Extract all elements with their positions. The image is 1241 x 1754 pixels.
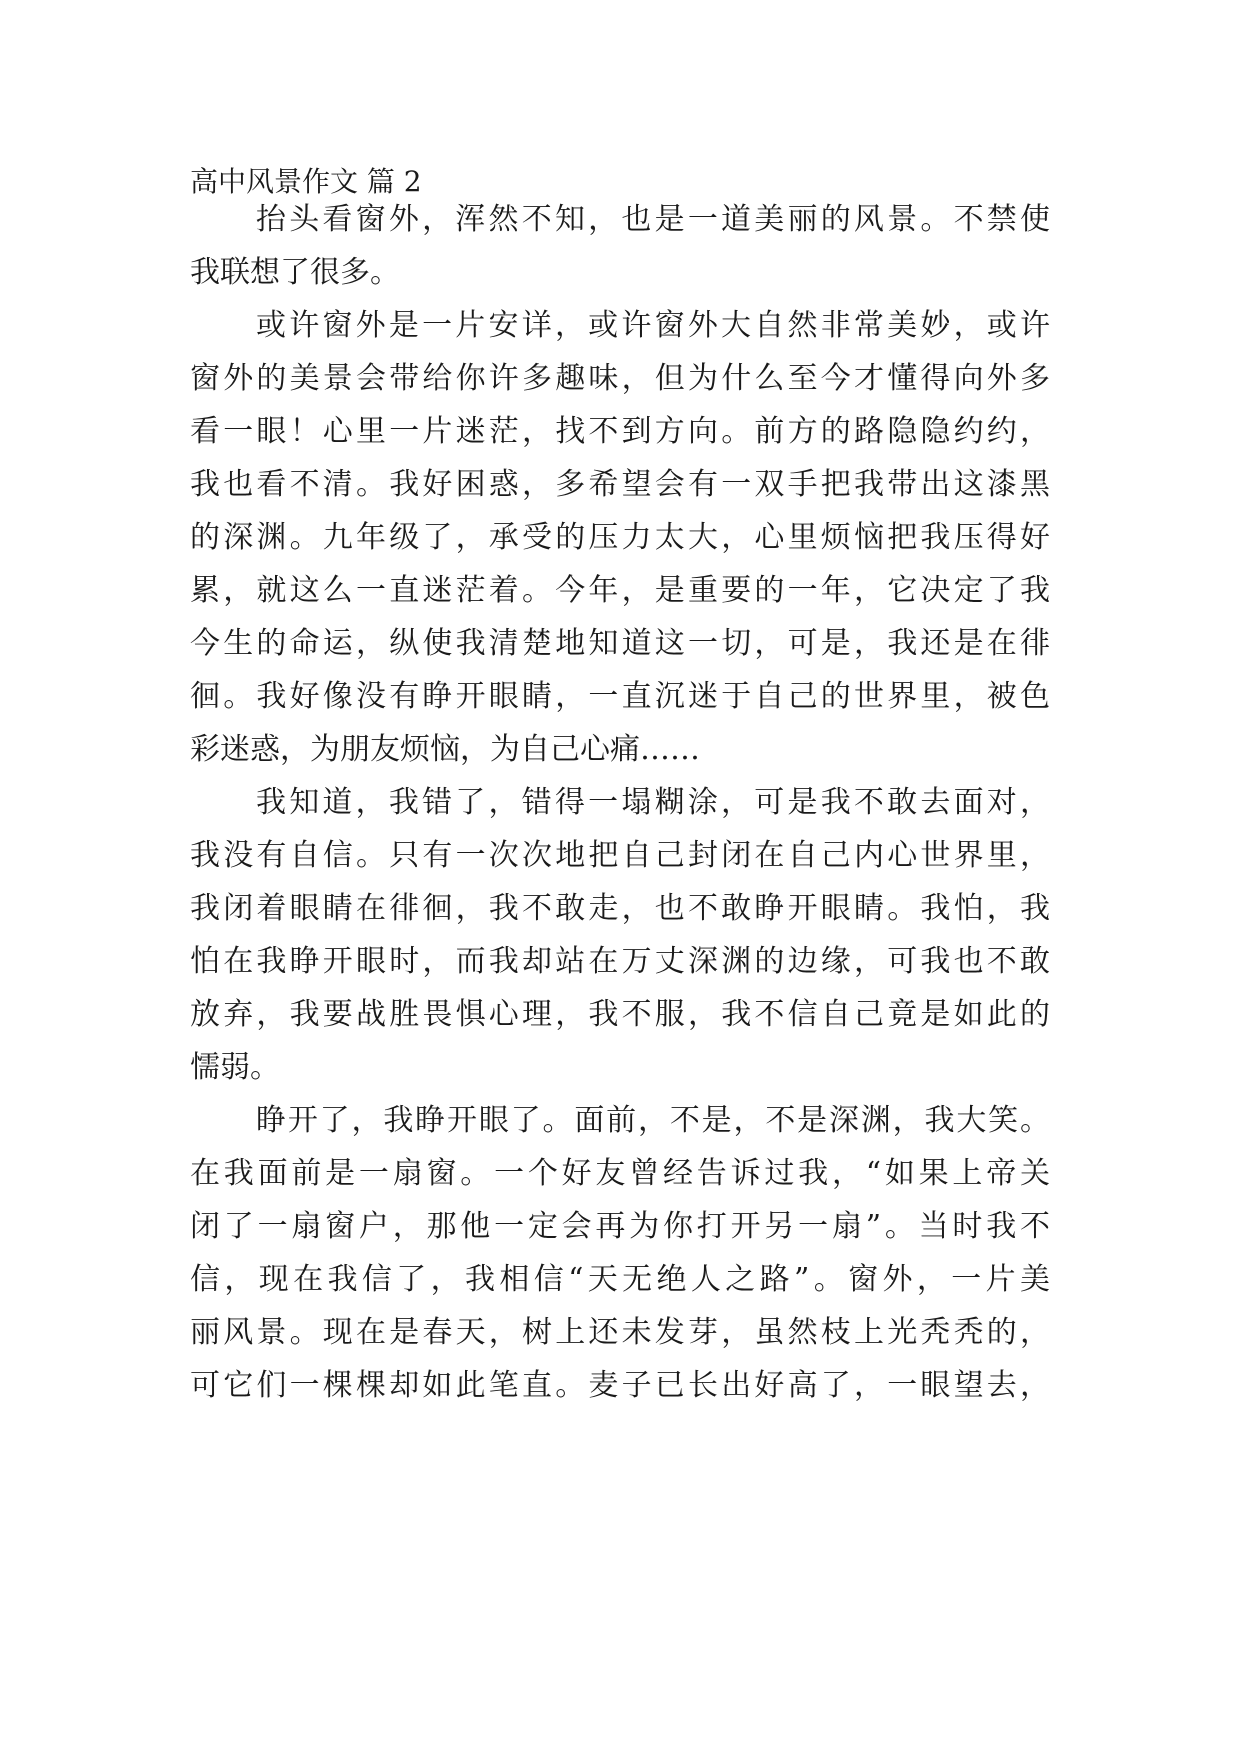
text-line: 或许窗外是一片安详，或许窗外大自然非常美妙，或许 bbox=[256, 308, 1050, 343]
text-line: 我闭着眼睛在徘徊，我不敢走，也不敢睁开眼睛。我怕，我 bbox=[190, 891, 1050, 926]
text-line: 彩迷惑，为朋友烦恼，为自己心痛…… bbox=[190, 732, 700, 767]
text-line: 窗外的美景会带给你许多趣味，但为什么至今才懂得向外多 bbox=[190, 361, 1050, 396]
text-line: 看一眼！心里一片迷茫，找不到方向。前方的路隐隐约约， bbox=[190, 414, 1050, 449]
text-line: 我也看不清。我好困惑，多希望会有一双手把我带出这漆黑 bbox=[190, 467, 1050, 502]
text-line: 今生的命运，纵使我清楚地知道这一切，可是，我还是在徘 bbox=[190, 626, 1050, 661]
text-line: 放弃，我要战胜畏惧心理，我不服，我不信自己竟是如此的 bbox=[190, 997, 1050, 1032]
text-line: 睁开了，我睁开眼了。面前，不是，不是深渊，我大笑。 bbox=[256, 1103, 1050, 1138]
text-line: 闭了一扇窗户，那他一定会再为你打开另一扇”。当时我不 bbox=[190, 1209, 1050, 1244]
text-line: 丽风景。现在是春天，树上还未发芽，虽然枝上光秃秃的， bbox=[190, 1315, 1050, 1350]
text-line: 抬头看窗外，浑然不知，也是一道美丽的风景。不禁使 bbox=[256, 202, 1050, 237]
text-line: 可它们一棵棵却如此笔直。麦子已长出好高了，一眼望去， bbox=[190, 1368, 1050, 1403]
text-line: 我没有自信。只有一次次地把自己封闭在自己内心世界里， bbox=[190, 838, 1050, 873]
text-line: 我联想了很多。 bbox=[190, 255, 400, 290]
text-line: 信，现在我信了，我相信“天无绝人之路”。窗外，一片美 bbox=[190, 1262, 1050, 1297]
text-line: 在我面前是一扇窗。一个好友曾经告诉过我，“如果上帝关 bbox=[190, 1156, 1050, 1191]
text-line: 的深渊。九年级了，承受的压力太大，心里烦恼把我压得好 bbox=[190, 520, 1050, 555]
text-line: 怕在我睁开眼时，而我却站在万丈深渊的边缘，可我也不敢 bbox=[190, 944, 1050, 979]
text-line: 徊。我好像没有睁开眼睛，一直沉迷于自己的世界里，被色 bbox=[190, 679, 1050, 714]
text-line: 累，就这么一直迷茫着。今年，是重要的一年，它决定了我 bbox=[190, 573, 1050, 608]
text-line: 我知道，我错了，错得一塌糊涂，可是我不敢去面对， bbox=[256, 785, 1050, 820]
document-title: 高中风景作文 篇 2 bbox=[190, 165, 422, 198]
text-line: 懦弱。 bbox=[190, 1050, 280, 1085]
